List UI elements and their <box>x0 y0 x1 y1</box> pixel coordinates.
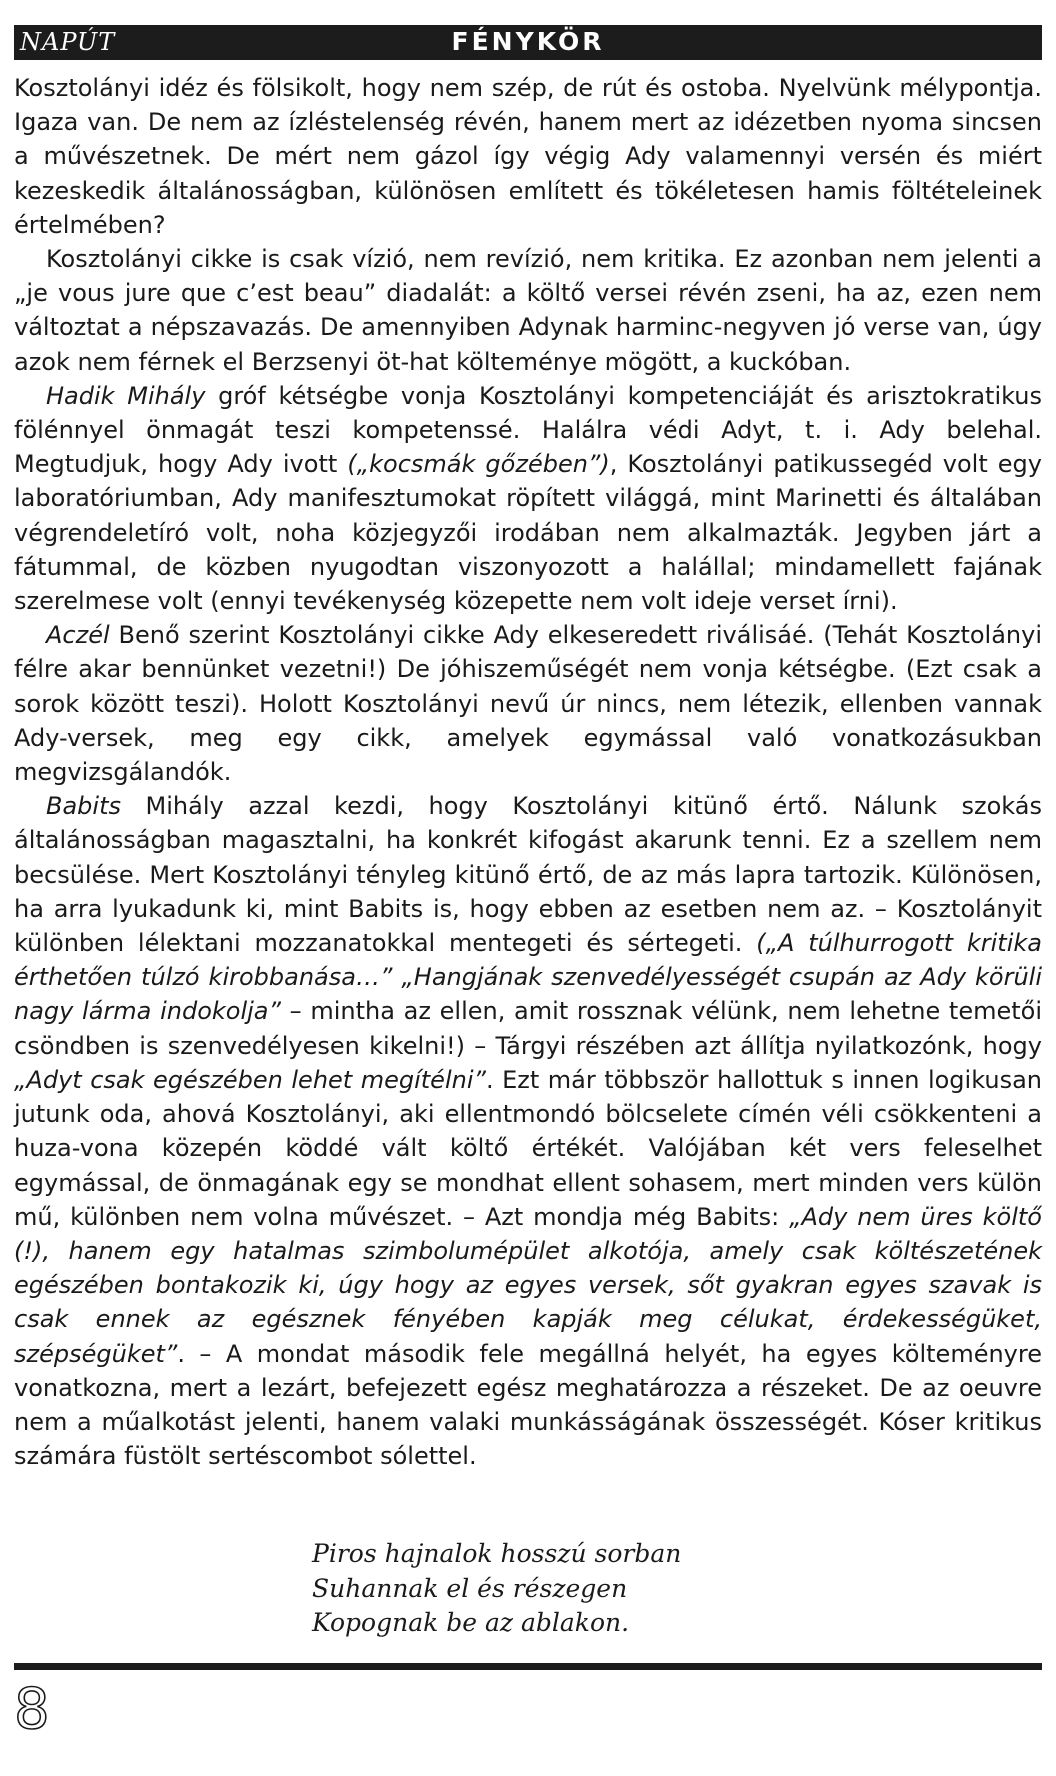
paragraph-5-quote-3: „Ady nem üres költő (!), hanem egy hatalmas szimbolumépület alkotója, amely csak költészetének egészében bontakozik ki, úgy hogy az egyes versek, sőt gyakran egyes szavak is csak ennek az egésznek fényében kapják meg célukat, érdekességüket, szépségüket” <box>14 1202 1042 1368</box>
footer-rule <box>14 1663 1042 1670</box>
paragraph-1 <box>14 71 1042 242</box>
paragraph-3-quote: („kocsmák gőzében”) <box>347 450 610 479</box>
article-body <box>14 71 1042 1473</box>
page-number: 8 <box>14 1677 50 1742</box>
paragraph-5-text-a: Mihály azzal kezdi, hogy Kosztolányi kitünő értő. Nálunk szokás általánosságban magasztalni, ha konkrét kifogást akarunk tenni. Ez a szellem nem becsülése. Mert Kosztolányi tényleg kitünő értő, de az más lapra tartozik. Különösen, ha arra lyukadunk ki, mint Babits is, hogy ebben az esetben nem az. – Kosztolányit különben lélektani mozzanatokkal mentegeti és sértegeti. <box>14 792 1042 958</box>
paragraph-1-text: Kosztolányi idéz és fölsikolt, hogy nem szép, de rút és ostoba. Nyelvünk mélypontja. Igaza van. De nem az ízléstelenség révén, hanem mert az idézetben nyoma sincsen a művészetnek. De mért nem gázol így végig Ady valamennyi versén és miért kezeskedik általánosságban, különösen említett és tökéletesen hamis föltételeinek értelmében? <box>14 74 1042 239</box>
paragraph-5-quote-2: „Adyt csak egészében lehet megítélni” <box>14 1065 486 1094</box>
poem-line-2: Suhannak el és részegen <box>312 1573 628 1603</box>
poem-line-1: Piros hajnalok hosszú sorban <box>312 1539 682 1568</box>
paragraph-3 <box>14 379 1042 618</box>
magazine-logo: NAPÚT <box>20 28 116 56</box>
paragraph-5-text-c: . Ezt már többször hallottuk s innen logikusan jutunk oda, ahová Kosztolányi, aki ellentmondó bölcselete címén véli csökkenteni a huza-vona közepén köddé vált költő értékét. Valójában két vers feleselhet egymással, de önmagának egy se mondhat ellent sohasem, mert minden vers külön mű, különben nem volna művészet. – Azt mondja még Babits: <box>14 1065 1042 1231</box>
paragraph-5-text-d: . – A mondat második fele megállná helyét, ha egyes költeményre vonatkozna, mert a lezárt, befejezett egész meghatározza a részeket. De az oeuvre nem a műalkotást jelenti, hanem valaki munkásságának összességét. Kóser kritikus számára füstölt sertéscombot sólettel. <box>14 1339 1042 1471</box>
poem-line-3: Kopognak be az ablakon. <box>312 1608 630 1637</box>
author-name-aczel: Aczél <box>46 621 110 650</box>
paragraph-5-text-b: – mintha az ellen, amit rossznak vélünk, nem lehetne temetői csöndben is szenvedélyesen kikelni!) – Tárgyi részében azt állítja nyilatkozónk, hogy <box>14 997 1042 1060</box>
author-name-hadik: Hadik Mihály <box>46 381 206 410</box>
paragraph-3-text-b: , Kosztolányi patikussegéd volt egy laboratóriumban, Ady manifesztumokat röpített világgá, mint Marinetti és általában végrendeletíró volt, noha közjegyzői irodában nem alkalmazták. Jegyben járt a fátummal, de közben nyugodtan viszonyozott a halállal; mindamellett fajának szerelmese volt (ennyi tevékenység közepette nem volt ideje verset írni). <box>14 450 1042 616</box>
poem-quote <box>312 1537 681 1641</box>
paragraph-5 <box>14 789 1042 1473</box>
author-name-babits: Babits <box>46 792 121 821</box>
paragraph-5-quote-1: („A túlhurrogott kritika érthetően túlzó kirobbanása…” „Hangjának szenvedélyességét csupán az Ady körüli nagy lárma indokolja” <box>14 929 1042 1026</box>
paragraph-2-text: Kosztolányi cikke is csak vízió, nem revízió, nem kritika. Ez azonban nem jelenti a „je vous jure que c’est beau” diadalát: a költő versei révén zseni, ha az, ezen nem változtat a népszavazás. De amennyiben Adynak harminc-negyven jó verse van, úgy azok nem férnek el Berzsenyi öt-hat költeménye mögött, a kuckóban. <box>14 245 1042 376</box>
paragraph-4 <box>14 618 1042 789</box>
section-title: FÉNYKÖR <box>451 27 605 56</box>
paragraph-4-text: Benő szerint Kosztolányi cikke Ady elkeseredett riválisáé. (Tehát Kosztolányi félre akar bennünket vezetni!) De jóhiszeműségét nem vonja kétségbe. (Ezt csak a sorok között teszi). Holott Kosztolányi nevű úr nincs, nem létezik, ellenben vannak Ady-versek, meg egy cikk, amelyek egymással való vonatkozásukban megvizsgálandók. <box>14 621 1042 787</box>
page-header <box>14 25 1042 60</box>
paragraph-3-text-a: gróf kétségbe vonja Kosztolányi kompetenciáját és arisztokratikus fölénnyel önmagát teszi kompetenssé. Halálra védi Adyt, t. i. Ady belehal. Megtudjuk, hogy Ady ivott <box>14 381 1042 479</box>
paragraph-2 <box>14 242 1042 379</box>
